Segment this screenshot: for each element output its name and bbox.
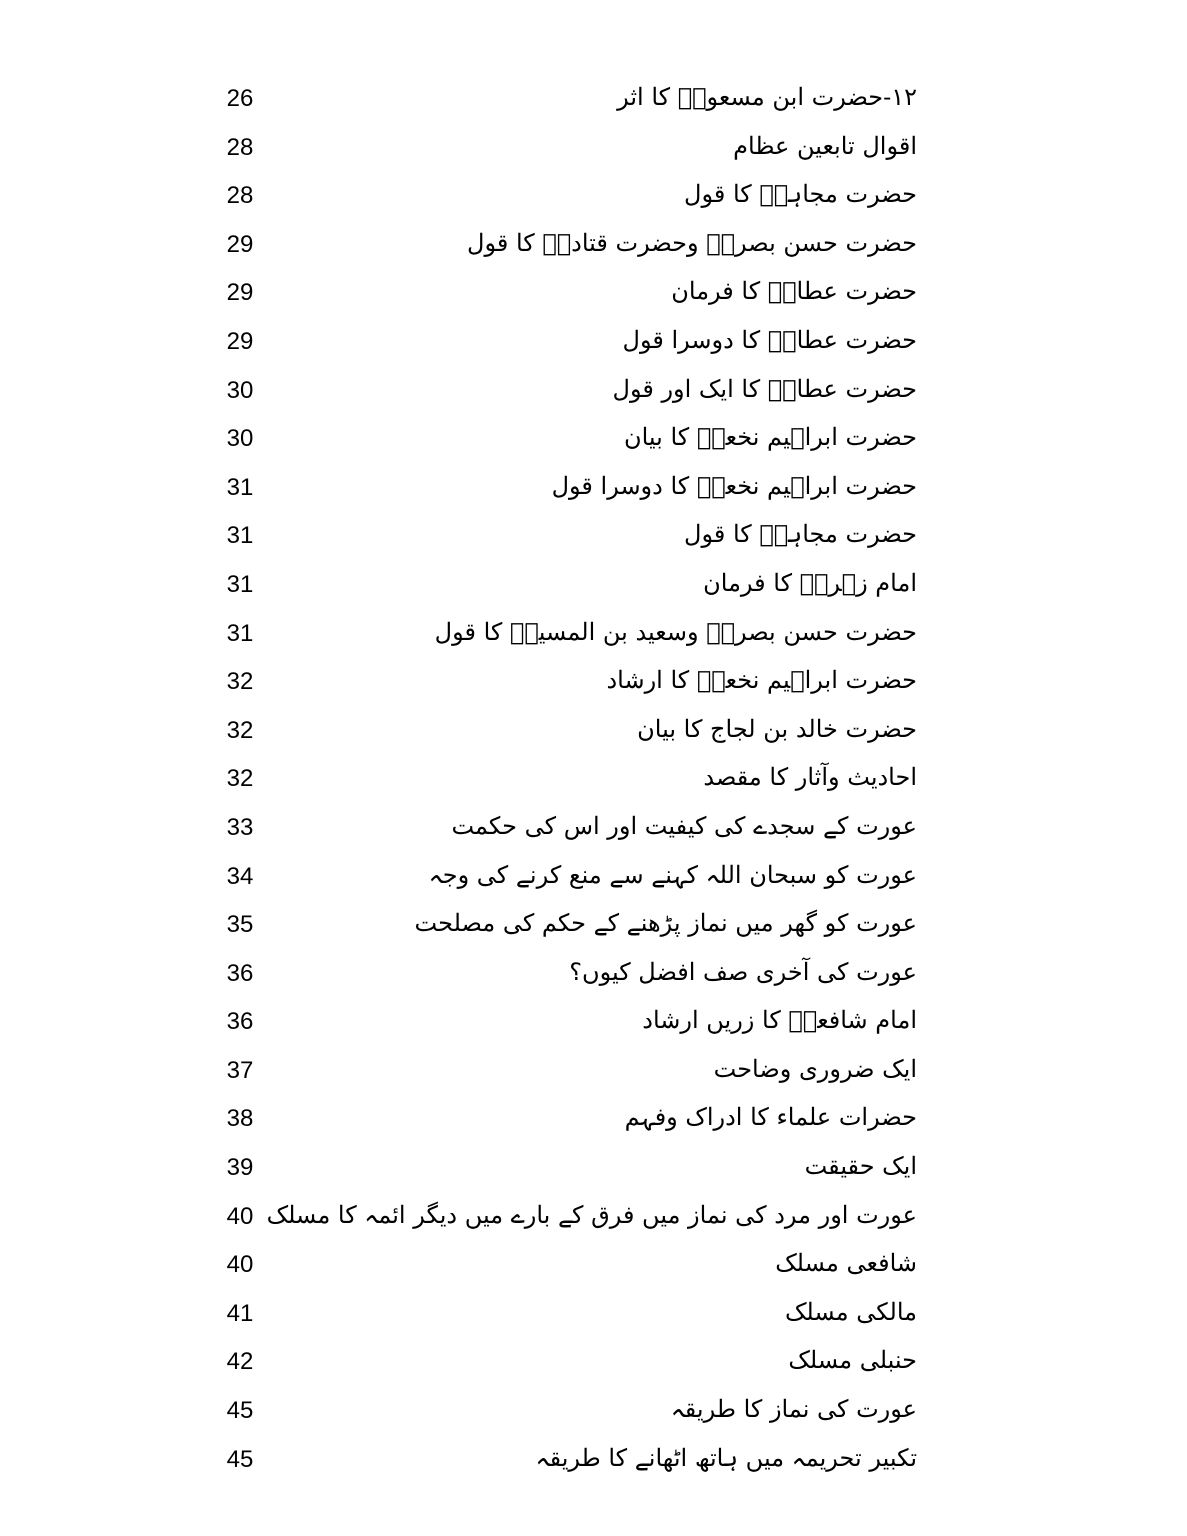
toc-entry-page-number: 45 [226, 1397, 254, 1425]
toc-entry [0, 416, 1187, 465]
toc-entry-title: حضرت ابراہیم نخعیؒ کا ارشاد [606, 666, 917, 695]
toc-entry-title: ایک حقیقت [804, 1152, 917, 1181]
toc-entry-title: حضرت مجاہدؒ کا قول [684, 180, 917, 209]
toc-entry-title: حضرت حسن بصریؒ وحضرت قتادہؒ کا قول [467, 228, 917, 257]
toc-entry [0, 1291, 1187, 1340]
toc-entry-title: حضرت ابراہیم نخعیؒ کا دوسرا قول [551, 471, 917, 500]
toc-entry-page-number: 33 [226, 813, 254, 841]
toc-entry-page-number: 37 [226, 1056, 254, 1084]
toc-entry-title: حنبلی مسلک [788, 1346, 917, 1375]
toc-entry-title: حضرت ابراہیم نخعیؒ کا بیان [623, 423, 917, 452]
toc-entry-title: امام زہریؒ کا فرمان [703, 568, 917, 597]
toc-entry-title: حضرت حسن بصریؒ وسعید بن المسیبؒ کا قول [434, 617, 917, 646]
toc-entry-page-number: 40 [226, 1251, 254, 1279]
toc-entry-title: حضرت خالد بن لجاج کا بیان [637, 714, 917, 743]
toc-entry [0, 1339, 1187, 1388]
toc-entry-page-number: 36 [226, 959, 254, 987]
toc-entry [0, 999, 1187, 1048]
toc-entry [0, 465, 1187, 514]
toc-entry [0, 319, 1187, 368]
toc-entry-title: ۱۲-حضرت ابن مسعودؓ کا اثر [617, 83, 917, 111]
toc-entry [0, 659, 1187, 708]
toc-entry-title: احادیث وآثار کا مقصد [703, 763, 917, 792]
toc-entry [0, 1242, 1187, 1291]
toc-entry [0, 173, 1187, 222]
toc-entry-title: اقوال تابعین عظام [733, 131, 917, 160]
toc-entry-page-number: 32 [226, 765, 254, 793]
toc-entry-page-number: 41 [226, 1299, 254, 1327]
toc-entry-page-number: 31 [226, 473, 254, 501]
toc-entry-page-number: 40 [226, 1202, 254, 1230]
toc-entry [0, 1388, 1187, 1437]
toc-entry-title: حضرت عطاءؒ کا فرمان [671, 277, 917, 306]
toc-entry [0, 951, 1187, 1000]
toc-entry-title: حضرت مجاہدؒ کا قول [684, 520, 917, 549]
toc-entry-page-number: 28 [226, 182, 254, 210]
toc-entry-title: تکبیر تحریمہ میں ہاتھ اٹھانے کا طریقہ [535, 1443, 917, 1472]
toc-entry-title: امام شافعیؒ کا زریں ارشاد [642, 1006, 917, 1035]
toc-entry [0, 805, 1187, 854]
toc-entry [0, 854, 1187, 903]
toc-entry-page-number: 31 [226, 570, 254, 598]
toc-entry [0, 562, 1187, 611]
toc-entry-title: مالکی مسلک [784, 1297, 917, 1326]
toc-entry-page-number: 31 [226, 619, 254, 647]
toc-entry-title: عورت کو سبحان اللہ کہنے سے منع کرنے کی وجہ [428, 860, 917, 889]
toc-entry [0, 222, 1187, 271]
toc-entry-page-number: 35 [226, 911, 254, 939]
toc-entry-title: ایک ضروری وضاحت [713, 1054, 917, 1083]
toc-entry-page-number: 38 [226, 1105, 254, 1133]
toc-entry-page-number: 42 [226, 1348, 254, 1376]
toc-entry-page-number: 29 [226, 327, 254, 355]
toc-entry-title: عورت کے سجدے کی کیفیت اور اس کی حکمت [451, 811, 917, 840]
toc-entry [0, 1145, 1187, 1194]
toc-entry [0, 513, 1187, 562]
toc-entry-page-number: 26 [226, 85, 254, 112]
toc-entry-page-number: 45 [226, 1445, 254, 1473]
toc-entry-page-number: 34 [226, 862, 254, 890]
toc-entry [0, 756, 1187, 805]
toc-entry [0, 1048, 1187, 1097]
toc-entry-page-number: 32 [226, 668, 254, 696]
toc-entry-title: عورت اور مرد کی نماز میں فرق کے بارے میں دیگر ائمہ کا مسلک [266, 1200, 917, 1229]
toc-entry-page-number: 36 [226, 1008, 254, 1036]
toc-entry-title: عورت کی آخری صف افضل کیوں؟ [569, 957, 917, 986]
toc-entry [0, 1096, 1187, 1145]
table-of-contents [0, 76, 1187, 1485]
toc-entry-title: حضرت عطاءؒ کا ایک اور قول [612, 374, 917, 403]
toc-entry-title: عورت کی نماز کا طریقہ [670, 1395, 917, 1424]
toc-entry [0, 270, 1187, 319]
toc-entry-page-number: 39 [226, 1154, 254, 1182]
toc-entry-title: حضرات علماء کا ادراک وفہم [624, 1103, 917, 1132]
toc-entry [0, 76, 1187, 125]
toc-entry [0, 902, 1187, 951]
toc-entry-title: عورت کو گھر میں نماز پڑھنے کے حکم کی مصلحت [414, 909, 917, 938]
toc-entry [0, 1437, 1187, 1486]
toc-entry [0, 611, 1187, 660]
toc-entry-page-number: 30 [226, 376, 254, 404]
toc-entry [0, 125, 1187, 174]
toc-entry [0, 708, 1187, 757]
toc-entry-page-number: 30 [226, 425, 254, 453]
toc-entry-page-number: 31 [226, 522, 254, 550]
toc-entry-page-number: 28 [226, 133, 254, 161]
toc-entry [0, 368, 1187, 417]
toc-entry-page-number: 29 [226, 230, 254, 258]
toc-entry [0, 1194, 1187, 1243]
toc-entry-page-number: 29 [226, 279, 254, 307]
toc-entry-page-number: 32 [226, 716, 254, 744]
toc-entry-title: حضرت عطاءؒ کا دوسرا قول [622, 325, 917, 354]
toc-entry-title: شافعی مسلک [775, 1249, 917, 1278]
